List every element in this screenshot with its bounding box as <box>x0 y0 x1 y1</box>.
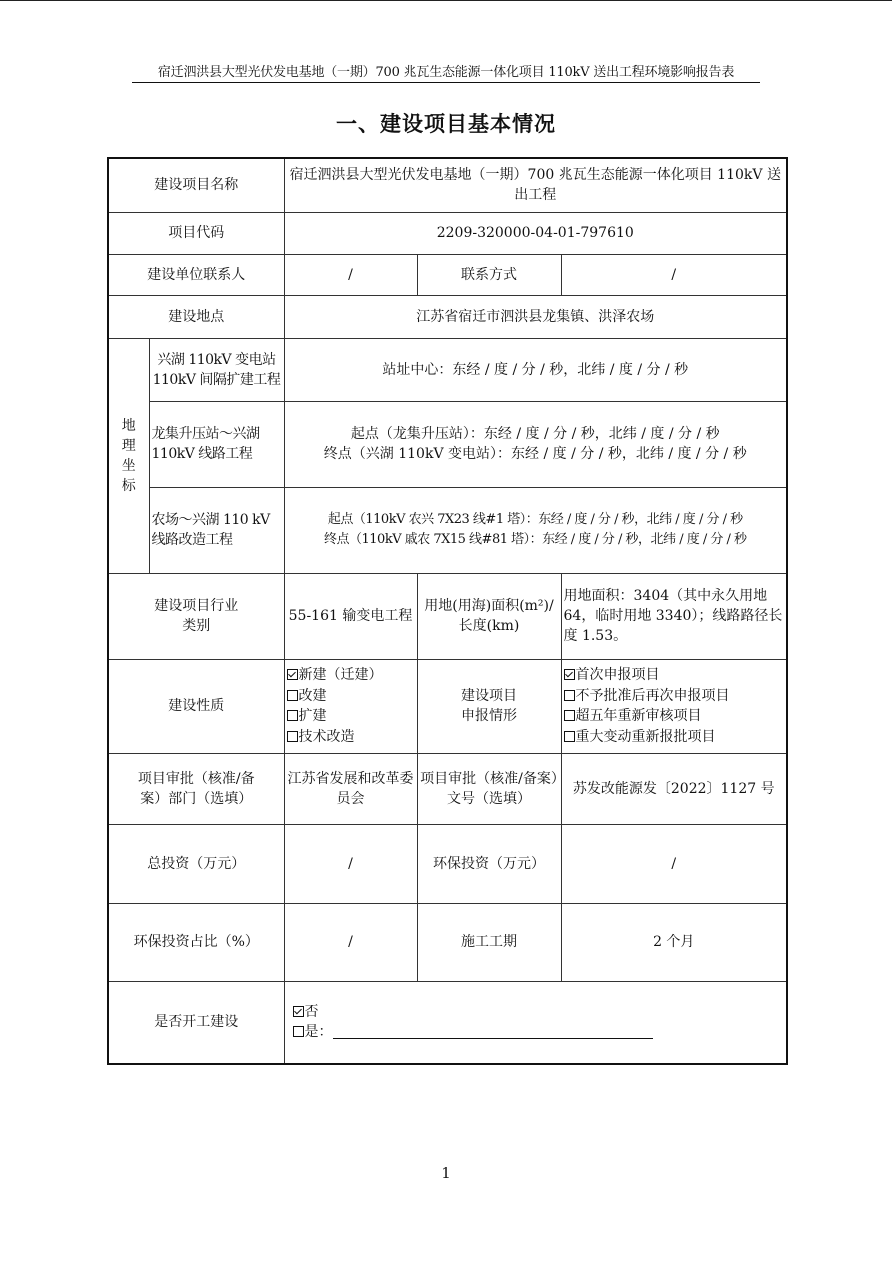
nature-option[interactable]: 改建 <box>287 686 415 707</box>
started-label: 是否开工建设 <box>108 981 284 1064</box>
total-invest-label: 总投资（万元） <box>108 824 284 903</box>
geo-row-name: 兴湖 110kV 变电站 110kV 间隔扩建工程 <box>149 338 284 401</box>
checkbox-checked-icon <box>287 669 298 680</box>
row-investment <box>108 824 787 903</box>
geo-coordinates <box>284 401 787 487</box>
row-location <box>108 295 787 338</box>
approval-dept-label: 项目审批（核准/备案）部门（选填） <box>108 753 284 824</box>
approval-no-label: 项目审批（核准/备案）文号（选填） <box>417 753 561 824</box>
geo-label: 地理坐标 <box>108 338 149 573</box>
fill-in-line[interactable] <box>333 1024 653 1039</box>
coordinate-line: 终点（110kV 戚农 7X15 线#81 塔）：东经 / 度 / 分 / 秒，北纬 / 度 / 分 / 秒 <box>324 532 747 547</box>
row-project-code <box>108 212 787 254</box>
row-approval <box>108 753 787 824</box>
project-info-table <box>107 157 788 1065</box>
contact-method-value: / <box>561 254 787 295</box>
nature-options <box>284 659 417 753</box>
period-value: 2 个月 <box>561 903 787 981</box>
checkbox-empty-icon <box>564 731 575 742</box>
period-label: 施工工期 <box>417 903 561 981</box>
nature-option[interactable]: 技术改造 <box>287 727 415 748</box>
nature-option[interactable]: 新建（迁建） <box>287 665 415 686</box>
contact-label: 建设单位联系人 <box>108 254 284 295</box>
geo-coordinates <box>284 338 787 401</box>
checkbox-empty-icon <box>287 690 298 701</box>
checkbox-empty-icon <box>287 710 298 721</box>
running-header: 宿迁泗洪县大型光伏发电基地（一期）700 兆瓦生态能源一体化项目 110kV 送出工程环境影响报告表 <box>157 65 735 80</box>
project-name-label: 建设项目名称 <box>108 158 284 212</box>
row-started <box>108 981 787 1064</box>
project-name-value: 宿迁泗洪县大型光伏发电基地（一期）700 兆瓦生态能源一体化项目 110kV 送出工程 <box>284 158 787 212</box>
env-ratio-value: / <box>284 903 417 981</box>
declare-option[interactable]: 不予批准后再次申报项目 <box>564 686 785 707</box>
industry-label: 建设项目行业类别 <box>108 573 284 659</box>
nature-label: 建设性质 <box>108 659 284 753</box>
approval-dept-value: 江苏省发展和改革委员会 <box>284 753 417 824</box>
row-project-name <box>108 158 787 212</box>
location-label: 建设地点 <box>108 295 284 338</box>
row-env-ratio <box>108 903 787 981</box>
checkbox-empty-icon <box>293 1026 304 1037</box>
row-nature <box>108 659 787 753</box>
declare-options <box>561 659 787 753</box>
header-rule <box>132 82 760 83</box>
env-ratio-label: 环保投资占比（%） <box>108 903 284 981</box>
checkbox-empty-icon <box>564 710 575 721</box>
row-geo-1 <box>108 338 787 401</box>
checkbox-checked-icon <box>293 1006 304 1017</box>
land-value: 用地面积：3404（其中永久用地 64，临时用地 3340）；线路路径长度 1.53。 <box>561 573 787 659</box>
land-label: 用地(用海)面积(m²)/长度(km) <box>417 573 561 659</box>
checkbox-empty-icon <box>564 690 575 701</box>
project-code-value: 2209-320000-04-01-797610 <box>284 212 787 254</box>
coordinate-line: 站址中心：东经 / 度 / 分 / 秒，北纬 / 度 / 分 / 秒 <box>382 361 689 378</box>
location-value: 江苏省宿迁市泗洪县龙集镇、洪泽农场 <box>284 295 787 338</box>
coordinate-line: 起点（龙集升压站）：东经 / 度 / 分 / 秒，北纬 / 度 / 分 / 秒 <box>350 426 720 442</box>
started-options <box>284 981 787 1064</box>
row-geo-3 <box>108 487 787 573</box>
total-invest-value: / <box>284 824 417 903</box>
env-invest-label: 环保投资（万元） <box>417 824 561 903</box>
env-invest-value: / <box>561 824 787 903</box>
row-industry <box>108 573 787 659</box>
declare-option[interactable]: 重大变动重新报批项目 <box>564 727 785 748</box>
industry-value: 55-161 输变电工程 <box>284 573 417 659</box>
checkbox-empty-icon <box>287 731 298 742</box>
declare-option[interactable]: 超五年重新审核项目 <box>564 706 785 727</box>
nature-option[interactable]: 扩建 <box>287 706 415 727</box>
started-yes-option[interactable]: 是： <box>293 1022 785 1043</box>
page-number: 1 <box>441 1164 451 1182</box>
geo-row-name: 农场～兴湖 110 kV 线路改造工程 <box>149 487 284 573</box>
geo-coordinates <box>284 487 787 573</box>
contact-value: / <box>284 254 417 295</box>
top-border <box>0 0 892 1</box>
row-geo-2 <box>108 401 787 487</box>
project-code-label: 项目代码 <box>108 212 284 254</box>
geo-row-name: 龙集升压站～兴湖 110kV 线路工程 <box>149 401 284 487</box>
section-title: 一、建设项目基本情况 <box>336 112 556 136</box>
declare-label: 建设项目申报情形 <box>417 659 561 753</box>
declare-option[interactable]: 首次申报项目 <box>564 665 785 686</box>
contact-method-label: 联系方式 <box>417 254 561 295</box>
coordinate-line: 起点（110kV 农兴 7X23 线#1 塔）：东经 / 度 / 分 / 秒，北纬 / 度 / 分 / 秒 <box>327 512 743 527</box>
coordinate-line: 终点（兴湖 110kV 变电站）：东经 / 度 / 分 / 秒，北纬 / 度 / 分 / 秒 <box>323 446 747 462</box>
row-contact <box>108 254 787 295</box>
checkbox-checked-icon <box>564 669 575 680</box>
started-no-option[interactable]: 否 <box>293 1002 785 1023</box>
approval-no-value: 苏发改能源发〔2022〕1127 号 <box>561 753 787 824</box>
